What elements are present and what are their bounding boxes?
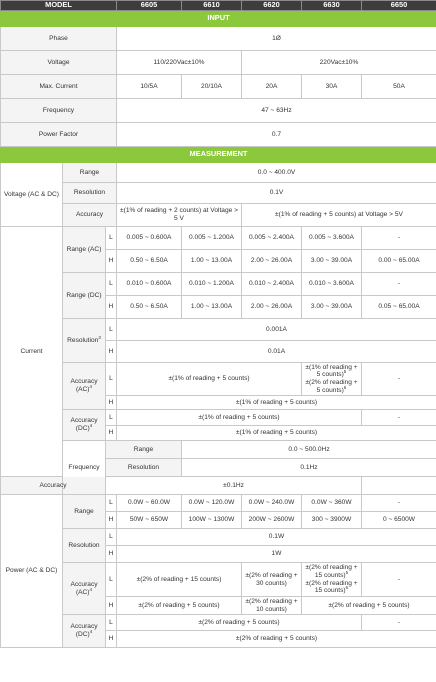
current-accuracy-dc-l-value: ±(1% of reading + 5 counts): [117, 410, 362, 426]
model-label: MODEL: [1, 1, 117, 11]
power-range-l-6650: -: [362, 495, 436, 512]
power-resolution-l-row: [1, 529, 436, 546]
max-current-label: Max. Current: [1, 75, 117, 99]
sub-label-h: H: [106, 512, 117, 529]
frequency-resolution-label: Resolution: [106, 459, 182, 477]
accuracy-text: ±(2% of reading + 5 counts): [305, 379, 358, 394]
current-accuracy-ac-label: [63, 363, 106, 410]
current-range-ac-l-6630: 0.005 ~ 3.600A: [302, 227, 362, 250]
max-current-6630: 30A: [302, 75, 362, 99]
footnote-marker: 6: [345, 585, 349, 591]
accuracy-text: ±(2% of reading + 15 counts): [305, 564, 358, 579]
voltage-input-high: 220Vac±10%: [242, 51, 436, 75]
sub-label-h: H: [106, 296, 117, 319]
current-accuracy-dc-l-row: [1, 410, 436, 426]
current-range-ac-h-6610: 1.00 ~ 13.00A: [182, 250, 242, 273]
current-resolution-text: Resolution: [67, 336, 99, 344]
power-accuracy-dc-label: [63, 615, 106, 648]
voltage-range-label: Range: [63, 163, 117, 183]
voltage-range-row: [1, 163, 436, 183]
power-range-h-6630: 300 ~ 3900W: [302, 512, 362, 529]
sub-label-l: L: [106, 273, 117, 296]
voltage-input-low: 110/220Vac±10%: [117, 51, 242, 75]
input-current-row: [1, 75, 436, 99]
footnote-marker: 4: [89, 586, 93, 592]
power-accuracy-ac-h-main: ±(2% of reading + 5 counts): [117, 597, 242, 615]
frequency-category: Frequency: [63, 441, 106, 495]
current-range-dc-label: Range (DC): [63, 273, 106, 319]
sub-label-l: L: [106, 563, 117, 597]
current-accuracy-ac-l-6630: [302, 363, 362, 396]
phase-label: Phase: [1, 27, 117, 51]
footnote-marker: 4: [89, 423, 93, 428]
current-range-dc-h-6605: 0.50 ~ 6.50A: [117, 296, 182, 319]
power-accuracy-ac-l-6630: [302, 563, 362, 597]
power-category: Power (AC & DC): [1, 495, 63, 648]
model-6650: 6650: [362, 1, 436, 11]
input-section-header: [1, 11, 436, 27]
current-range-dc-h-6650: 0.05 ~ 65.00A: [362, 296, 436, 319]
frequency-input-value: 47 ~ 63Hz: [117, 99, 436, 123]
power-resolution-l-value: 0.1W: [117, 529, 436, 546]
voltage-resolution-value: 0.1V: [117, 183, 436, 204]
measurement-section-header: [1, 147, 436, 163]
sub-label-l: L: [106, 319, 117, 341]
phase-value: 1Ø: [117, 27, 436, 51]
footnote-marker: 5: [343, 369, 347, 375]
frequency-range-value: 0.0 ~ 500.0Hz: [182, 441, 436, 459]
power-factor-label: Power Factor: [1, 123, 117, 147]
current-range-dc-l-6630: 0.010 ~ 3.600A: [302, 273, 362, 296]
current-range-ac-h-6630: 3.00 ~ 39.00A: [302, 250, 362, 273]
frequency-accuracy-label: Accuracy: [1, 477, 106, 495]
frequency-resolution-value: 0.1Hz: [182, 459, 436, 477]
frequency-input-label: Frequency: [1, 99, 117, 123]
power-accuracy-ac-l-6650: -: [362, 563, 436, 597]
sub-label-h: H: [106, 341, 117, 363]
current-accuracy-dc-label: [63, 410, 106, 441]
current-range-dc-h-6610: 1.00 ~ 13.00A: [182, 296, 242, 319]
footnote-marker: 5: [345, 569, 349, 575]
sub-label-l: L: [106, 227, 117, 250]
power-accuracy-ac-label: [63, 563, 106, 615]
model-header-row: [1, 1, 436, 11]
current-range-ac-l-row: [1, 227, 436, 250]
sub-label-h: H: [106, 396, 117, 410]
footnote-marker: 4: [89, 384, 93, 389]
sub-label-h: H: [106, 426, 117, 441]
sub-label-h: H: [106, 546, 117, 563]
current-range-ac-h-6620: 2.00 ~ 26.00A: [242, 250, 302, 273]
current-accuracy-ac-l-6650: -: [362, 363, 436, 396]
power-accuracy-ac-l-row: [1, 563, 436, 597]
current-resolution-h-value: 0.01A: [117, 341, 436, 363]
current-category: Current: [1, 227, 63, 477]
accuracy-text: ±(1% of reading + 5 counts): [305, 363, 358, 379]
current-range-dc-l-6610: 0.010 ~ 1.200A: [182, 273, 242, 296]
power-accuracy-dc-h-value: ±(2% of reading + 5 counts): [117, 631, 436, 648]
current-accuracy-dc-l-6650: -: [362, 410, 436, 426]
voltage-accuracy-high: ±(1% of reading + 5 counts) at Voltage > 5V: [242, 204, 436, 227]
power-range-h-6610: 100W ~ 1300W: [182, 512, 242, 529]
current-range-ac-l-6650: -: [362, 227, 436, 250]
current-resolution-l-row: [1, 319, 436, 341]
footnote-marker: 6: [343, 384, 347, 390]
power-accuracy-dc-text: Accuracy (DC): [70, 623, 98, 638]
current-accuracy-dc-h-value: ±(1% of reading + 5 counts): [117, 426, 436, 441]
max-current-6620: 20A: [242, 75, 302, 99]
power-range-l-row: [1, 495, 436, 512]
voltage-accuracy-row: [1, 204, 436, 227]
power-accuracy-ac-h-right: ±(2% of reading + 5 counts): [302, 597, 436, 615]
current-range-dc-l-6620: 0.010 ~ 2.400A: [242, 273, 302, 296]
voltage-accuracy-low: ±(1% of reading + 2 counts) at Voltage > 5 V: [117, 204, 242, 227]
current-range-ac-label: Range (AC): [63, 227, 106, 273]
current-resolution-label: [63, 319, 106, 363]
input-voltage-row: [1, 51, 436, 75]
current-resolution-l-value: 0.001A: [117, 319, 436, 341]
input-frequency-row: [1, 99, 436, 123]
power-range-l-6620: 0.0W ~ 240.0W: [242, 495, 302, 512]
power-range-h-6605: 50W ~ 650W: [117, 512, 182, 529]
current-range-dc-h-6620: 2.00 ~ 26.00A: [242, 296, 302, 319]
voltage-category: Voltage (AC & DC): [1, 163, 63, 227]
accuracy-text: ±(2% of reading + 15 counts): [305, 579, 358, 595]
current-accuracy-ac-text: Accuracy (AC): [70, 378, 98, 393]
voltage-range-value: 0.0 ~ 400.0V: [117, 163, 436, 183]
power-accuracy-ac-h-6620: ±(2% of reading + 10 counts): [242, 597, 302, 615]
power-range-l-6605: 0.0W ~ 60.0W: [117, 495, 182, 512]
sub-label-h: H: [106, 250, 117, 273]
current-range-dc-h-6630: 3.00 ~ 39.00A: [302, 296, 362, 319]
current-accuracy-ac-l-row: [1, 363, 436, 396]
power-range-h-6620: 200W ~ 2600W: [242, 512, 302, 529]
current-accuracy-ac-l-main: ±(1% of reading + 5 counts): [117, 363, 302, 396]
voltage-accuracy-label: Accuracy: [63, 204, 117, 227]
voltage-input-label: Voltage: [1, 51, 117, 75]
current-range-ac-h-6650: 0.00 ~ 65.00A: [362, 250, 436, 273]
power-range-h-6650: 0 ~ 6500W: [362, 512, 436, 529]
sub-label-h: H: [106, 597, 117, 615]
power-accuracy-dc-l-value: ±(2% of reading + 5 counts): [117, 615, 362, 631]
sub-label-h: H: [106, 631, 117, 648]
input-pf-row: [1, 123, 436, 147]
frequency-accuracy-value: ±0.1Hz: [106, 477, 362, 495]
sub-label-l: L: [106, 363, 117, 396]
max-current-6650: 50A: [362, 75, 436, 99]
sub-label-l: L: [106, 495, 117, 512]
power-accuracy-dc-l-6650: -: [362, 615, 436, 631]
power-range-label: Range: [63, 495, 106, 529]
model-6630: 6630: [302, 1, 362, 11]
current-range-dc-l-row: [1, 273, 436, 296]
current-range-ac-l-6610: 0.005 ~ 1.200A: [182, 227, 242, 250]
max-current-6610: 20/10A: [182, 75, 242, 99]
frequency-range-label: Range: [106, 441, 182, 459]
current-accuracy-ac-h-value: ±(1% of reading + 5 counts): [117, 396, 436, 410]
current-range-ac-h-6605: 0.50 ~ 6.50A: [117, 250, 182, 273]
current-range-ac-l-6620: 0.005 ~ 2.400A: [242, 227, 302, 250]
voltage-resolution-row: [1, 183, 436, 204]
power-range-l-6610: 0.0W ~ 120.0W: [182, 495, 242, 512]
power-range-l-6630: 0.0W ~ 360W: [302, 495, 362, 512]
measurement-title: MEASUREMENT: [1, 147, 436, 163]
footnote-marker: 3: [98, 334, 101, 340]
current-range-dc-l-6650: -: [362, 273, 436, 296]
input-phase-row: [1, 27, 436, 51]
model-6610: 6610: [182, 1, 242, 11]
footnote-marker: 4: [89, 629, 93, 634]
power-accuracy-dc-l-row: [1, 615, 436, 631]
sub-label-l: L: [106, 529, 117, 546]
power-accuracy-ac-l-main: ±(2% of reading + 15 counts): [117, 563, 242, 597]
current-range-ac-l-6605: 0.005 ~ 0.600A: [117, 227, 182, 250]
max-current-6605: 10/5A: [117, 75, 182, 99]
model-6605: 6605: [117, 1, 182, 11]
power-resolution-h-value: 1W: [117, 546, 436, 563]
frequency-accuracy-row: [1, 477, 436, 495]
input-title: INPUT: [1, 11, 436, 27]
power-accuracy-ac-text: Accuracy (AC): [70, 580, 98, 596]
model-6620: 6620: [242, 1, 302, 11]
voltage-resolution-label: Resolution: [63, 183, 117, 204]
current-range-dc-l-6605: 0.010 ~ 0.600A: [117, 273, 182, 296]
frequency-range-row: [1, 441, 436, 459]
power-resolution-label: Resolution: [63, 529, 106, 563]
power-factor-value: 0.7: [117, 123, 436, 147]
power-accuracy-ac-l-6620: ±(2% of reading + 30 counts): [242, 563, 302, 597]
current-accuracy-dc-text: Accuracy (DC): [70, 417, 98, 432]
sub-label-l: L: [106, 615, 117, 631]
sub-label-l: L: [106, 410, 117, 426]
